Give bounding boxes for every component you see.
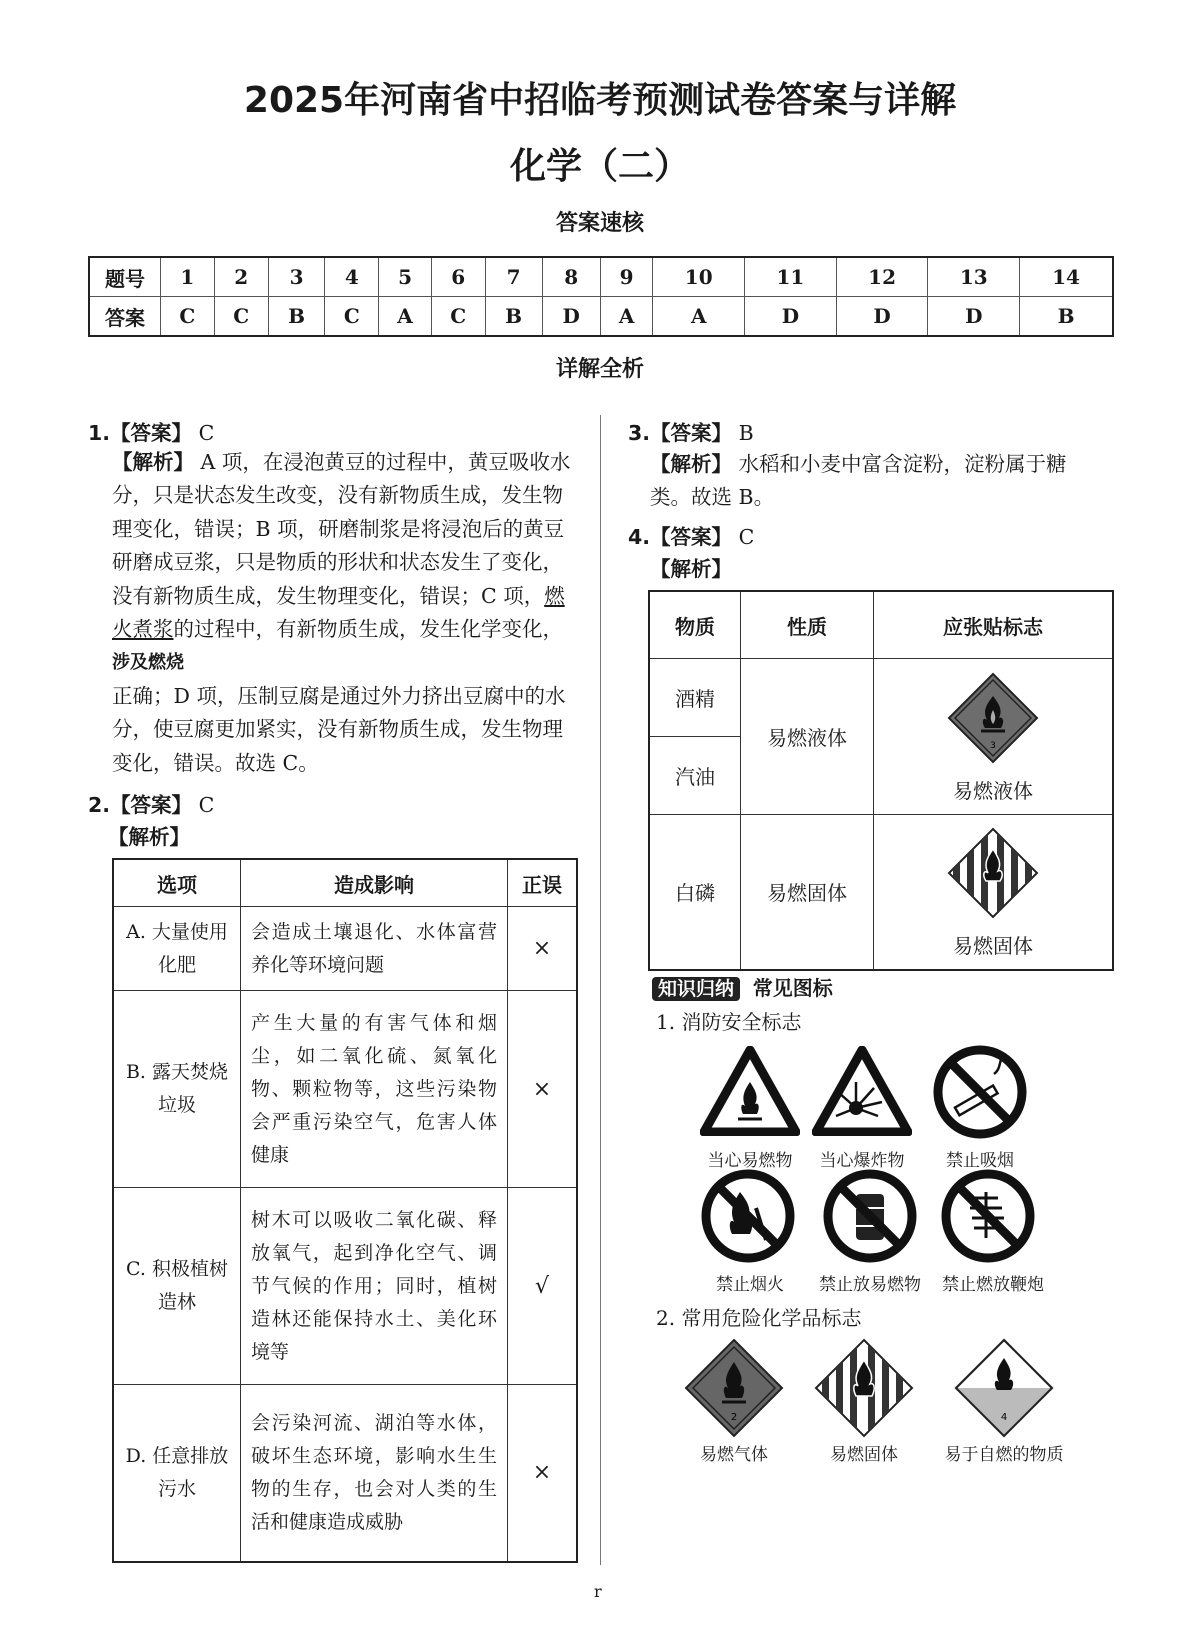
no-fireworks-icon: [940, 1168, 1036, 1264]
question-number: 14: [1020, 257, 1113, 297]
q3-analysis: [650, 448, 1120, 515]
question-number: 1.: [88, 421, 111, 445]
fire-sign: [812, 1046, 912, 1140]
substance-cell: 酒精: [649, 659, 741, 737]
property-cell: 易燃液体: [741, 659, 874, 815]
fire-sign: [932, 1044, 1028, 1144]
analysis-tag: 【解析】: [108, 825, 190, 849]
answer-cell: C: [214, 297, 268, 337]
answer-cell: D: [928, 297, 1020, 337]
analysis-tag: 【解析】: [650, 452, 732, 476]
fire-sign: [700, 1046, 800, 1140]
page-mark: r: [594, 1582, 602, 1601]
question-number: 4.: [628, 525, 651, 549]
analysis-line: 水稻和小麦中富含淀粉，淀粉属于糖: [738, 452, 1067, 476]
sign-label: 禁止燃放鞭炮: [942, 1275, 1044, 1295]
answer-cell: A: [379, 297, 432, 337]
analysis-line: 类。故选 B。: [650, 485, 775, 510]
effect-cell: 树木可以吸收二氧化碳、释放氧气，起到净化空气、调节气候的作用；同时，植树造林还能保持水土、美化环境等: [241, 1188, 508, 1385]
flammable-solid-sign-icon: [945, 825, 1041, 921]
q1-answer-line: [88, 416, 214, 446]
answer-cell: C: [431, 297, 485, 337]
analysis-heading: 详解全析: [555, 357, 644, 382]
answer-value: C: [198, 421, 215, 445]
no-flammables-icon: [822, 1168, 918, 1264]
sign-label: 易燃固体: [830, 1445, 898, 1465]
analysis-line: 正确；D 项，压制豆腐是通过外力挤出豆腐中的水: [112, 683, 566, 708]
explosive-warning-icon: [812, 1046, 912, 1136]
sign-caption: 易燃固体: [953, 933, 1033, 958]
answer-tag: 【答案】: [650, 421, 733, 445]
question-number: 8: [542, 257, 600, 297]
hazard-sign: [812, 1336, 916, 1444]
property-cell: 易燃固体: [741, 815, 874, 970]
analysis-line: 变化，错误。故选 C。: [112, 750, 319, 775]
flammable-gas-icon: [682, 1336, 786, 1440]
sign-label: 易燃气体: [700, 1445, 768, 1465]
sign-label: 当心爆炸物: [819, 1151, 905, 1171]
sign-label: 禁止放易燃物: [819, 1275, 921, 1295]
answer-key-table: [88, 256, 1114, 337]
answer-value: B: [738, 421, 754, 445]
analysis-line: 理变化，错误；B 项，研磨制浆是将浸泡后的黄豆: [112, 516, 565, 541]
option-cell: B. 露天焚烧垃圾: [113, 991, 241, 1188]
question-number: 3: [268, 257, 325, 297]
question-number: 2: [214, 257, 268, 297]
knowledge-summary-header: [652, 972, 833, 1001]
question-number: 3.: [628, 421, 651, 445]
sign-class-number: 4: [1000, 1412, 1008, 1423]
answer-cell: C: [325, 297, 379, 337]
analysis-tag: 【解析】: [650, 557, 732, 581]
answer-tag: 【答案】: [110, 421, 193, 445]
column-header: 选项: [113, 859, 241, 907]
question-number: 2.: [88, 793, 111, 817]
question-number: 9: [600, 257, 653, 297]
sign-label: 禁止吸烟: [946, 1151, 1014, 1171]
column-header: 应张贴标志: [874, 591, 1114, 659]
underlined-text: 燃: [544, 583, 565, 608]
verdict-cell: ×: [508, 907, 578, 991]
answer-cell: A: [600, 297, 653, 337]
option-cell: C. 积极植树造林: [113, 1188, 241, 1385]
question-number: 5: [379, 257, 432, 297]
q2-analysis-table: [112, 858, 578, 1563]
effect-cell: 会污染河流、湖泊等水体，破坏生态环境，影响水生生物的生存，也会对人类的生活和健康造成威胁: [241, 1385, 508, 1562]
knowledge-title: 常见图标: [752, 976, 833, 1000]
analysis-line: A 项，在浸泡黄豆的过程中，黄豆吸收水: [200, 450, 571, 474]
answer-cell: D: [542, 297, 600, 337]
spontaneously-combustible-icon: [952, 1336, 1056, 1440]
effect-cell: 产生大量的有害气体和烟尘，如二氧化硫、氮氧化物、颗粒物等，这些污染物会严重污染空气，危害人体健康: [241, 991, 508, 1188]
answer-cell: A: [653, 297, 745, 337]
flammable-solid-icon: [812, 1336, 916, 1440]
substance-cell: 汽油: [649, 737, 741, 815]
verdict-cell: ×: [508, 991, 578, 1188]
question-number: 11: [745, 257, 837, 297]
answer-cell: C: [161, 297, 215, 337]
q2-answer-line: [88, 788, 214, 818]
effect-cell: 会造成土壤退化、水体富营养化等环境问题: [241, 907, 508, 991]
hazard-sign: [682, 1336, 786, 1444]
verdict-cell: √: [508, 1188, 578, 1385]
sign-class-number: 2: [730, 1412, 738, 1423]
sign-label: 禁止烟火: [716, 1275, 784, 1295]
question-number: 1: [161, 257, 215, 297]
sign-label: 当心易燃物: [707, 1151, 793, 1171]
option-cell: D. 任意排放污水: [113, 1385, 241, 1562]
no-smoking-icon: [932, 1044, 1028, 1140]
question-number: 6: [431, 257, 485, 297]
question-number: 4: [325, 257, 379, 297]
question-number: 7: [485, 257, 542, 297]
hazard-sign: [952, 1336, 1056, 1444]
sign-caption: 易燃液体: [953, 778, 1033, 803]
row-label: 答案: [89, 297, 161, 337]
answer-cell: B: [268, 297, 325, 337]
no-open-flame-icon: [700, 1168, 796, 1264]
answer-cell: D: [745, 297, 837, 337]
answer-key-heading: 答案速核: [555, 211, 644, 236]
answer-tag: 【答案】: [110, 793, 193, 817]
section-heading: 1. 消防安全标志: [656, 1010, 802, 1034]
sign-cell: [874, 815, 1114, 970]
analysis-line: 研磨成豆浆，只是物质的形状和状态发生了变化，: [112, 550, 563, 575]
document-subtitle: 化学（二）: [509, 146, 690, 187]
flammable-liquid-sign-icon: [945, 670, 1041, 766]
question-number: 12: [836, 257, 928, 297]
table-row: [649, 815, 1113, 970]
option-cell: A. 大量使用化肥: [113, 907, 241, 991]
analysis-line: 分，只是状态发生改变，没有新物质生成，发生物: [112, 483, 563, 508]
q3-answer-line: [628, 416, 754, 446]
table-row: [113, 991, 577, 1188]
sign-label: 易于自燃的物质: [944, 1445, 1064, 1465]
answer-cell: D: [836, 297, 928, 337]
verdict-cell: ×: [508, 1385, 578, 1562]
answer-value: C: [198, 793, 215, 817]
answer-value: C: [738, 525, 755, 549]
answer-cell: B: [485, 297, 542, 337]
answer-tag: 【答案】: [650, 525, 733, 549]
q4-analysis-table: [648, 590, 1114, 971]
sign-class-number: 3: [990, 740, 996, 751]
q1-analysis: [112, 446, 580, 780]
analysis-line: 没有新物质生成，发生物理变化，错误；C 项，: [112, 583, 545, 608]
table-row: [113, 907, 577, 991]
row-label: 题号: [89, 257, 161, 297]
column-header: 物质: [649, 591, 741, 659]
column-header: 正误: [508, 859, 578, 907]
handwritten-note: 涉及燃烧: [112, 652, 184, 674]
column-header: 性质: [741, 591, 874, 659]
knowledge-badge: 知识归纳: [652, 977, 740, 1001]
analysis-line: 的过程中，有新物质生成，发生化学变化，: [173, 617, 563, 642]
sign-cell: [874, 659, 1114, 815]
fire-sign: [700, 1168, 796, 1268]
question-number: 10: [653, 257, 745, 297]
analysis-tag: 【解析】: [112, 450, 194, 474]
fire-sign: [822, 1168, 918, 1268]
column-header: 造成影响: [241, 859, 508, 907]
section-heading: 2. 常用危险化学品标志: [656, 1306, 862, 1330]
table-row: [649, 659, 1113, 737]
substance-cell: 白磷: [649, 815, 741, 970]
question-number: 13: [928, 257, 1020, 297]
column-divider: [600, 415, 601, 1565]
analysis-line: 分，使豆腐更加紧实，没有新物质生成，发生物理: [112, 717, 563, 742]
flammable-warning-icon: [700, 1046, 800, 1136]
answer-cell: B: [1020, 297, 1113, 337]
answer-key-answer-row: [89, 297, 1113, 337]
underlined-text: 火煮浆: [112, 617, 174, 642]
table-row: [113, 1188, 577, 1385]
fire-sign: [940, 1168, 1036, 1268]
document-title: 2025年河南省中招临考预测试卷答案与详解: [243, 80, 957, 121]
q4-answer-line: [628, 520, 754, 550]
table-row: [113, 1385, 577, 1562]
answer-key-number-row: [89, 257, 1113, 297]
